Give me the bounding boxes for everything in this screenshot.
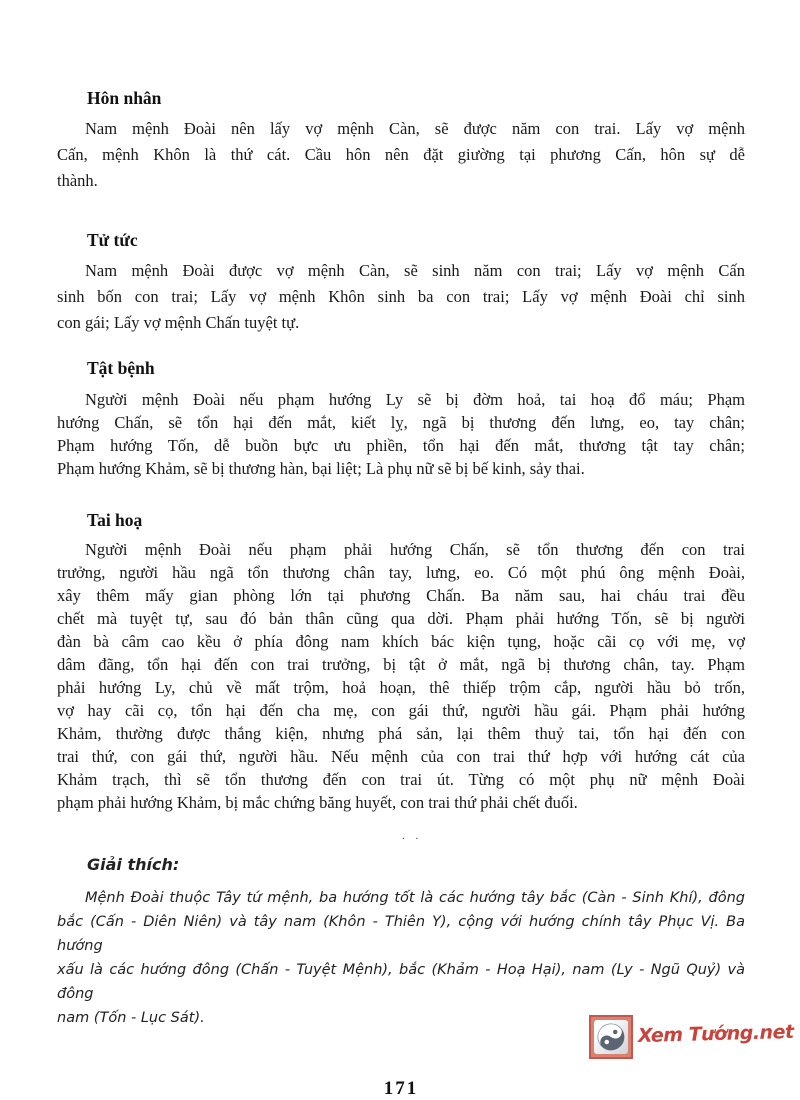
text-line: vợ hay cãi cọ, tổn hại đến cha mẹ, con gái thứ, người hầu gái. Phạm phải hướng <box>57 701 745 720</box>
text-line: đàn bà câm cao kều ở phía đông nam khích bác kiện tụng, hoặc cãi cọ với mẹ, vợ <box>57 632 745 651</box>
text-line: Người mệnh Đoài nếu phạm phải hướng Chấn, sẽ tổn thương đến con trai <box>85 540 745 559</box>
text-line: nam (Tốn - Lục Sát). <box>57 1010 205 1026</box>
text-line: Nam mệnh Đoài được vợ mệnh Càn, sẽ sinh năm con trai; Lấy vợ mệnh Cấn <box>85 261 745 280</box>
yin-yang-icon <box>594 1020 628 1054</box>
text-line: sinh bốn con trai; Lấy vợ mệnh Khôn sinh ba con trai; Lấy vợ mệnh Đoài chỉ sinh <box>57 287 745 306</box>
text-line: phải hướng Ly, chủ về mất trộm, hoả hoạn, thê thiếp trộm cắp, người hầu bỏ trốn, <box>57 678 745 697</box>
text-line: Người mệnh Đoài nếu phạm hướng Ly sẽ bị đờm hoả, tai hoạ đổ máu; Phạm <box>85 390 745 409</box>
paragraph-hon-nhan <box>57 116 745 194</box>
text-line: Nam mệnh Đoài nên lấy vợ mệnh Càn, sẽ được năm con trai. Lấy vợ mệnh <box>85 119 745 138</box>
text-line: Khảm, thường được thắng kiện, nhưng phá sản, lại thêm thuỷ tai, tổn hại đến con <box>57 724 745 743</box>
watermark-frame <box>589 1015 633 1059</box>
text-line: dâm đãng, tổn hại đến con trai trưởng, bị tật ở mắt, ngã bị thương chân, tay. Phạm <box>57 655 745 674</box>
text-line: Cấn, mệnh Khôn là thứ cát. Cầu hôn nên đặt giường tại phương Cấn, hôn sự dễ <box>57 145 745 164</box>
scan-artifact-dots: . . <box>402 830 423 842</box>
text-line: xấu là các hướng đông (Chấn - Tuyệt Mệnh), bắc (Khảm - Hoạ Hại), nam (Ly - Ngũ Quỷ) và đông <box>57 962 745 1002</box>
text-line: trai thứ, con gái thứ, người hầu. Nếu mệnh của con trai thứ hợp với hướng cát của <box>57 747 745 766</box>
paragraph-giai-thich <box>57 886 745 1030</box>
page-number: 171 <box>383 1078 419 1099</box>
text-line: chết mà tuyệt tự, sau đó bản thân cũng qua dời. Phạm phải hướng Tốn, sẽ bị người <box>57 609 745 628</box>
text-line: phạm phải hướng Khảm, bị mắc chứng băng huyết, con trai thứ phải chết đuối. <box>57 793 578 812</box>
text-line: Phạm hướng Khảm, sẽ bị thương hàn, bại liệt; Là phụ nữ sẽ bị bế kinh, sảy thai. <box>57 459 585 478</box>
section-heading-giai-thich: Giải thích: <box>87 855 180 874</box>
text-line: Mệnh Đoài thuộc Tây tứ mệnh, ba hướng tốt là các hướng tây bắc (Càn - Sinh Khí), đông <box>85 890 745 906</box>
text-line: Phạm hướng Tốn, dễ buồn bực ưu phiền, tổn hại đến mắt, thương tật tay chân; <box>57 436 745 455</box>
text-line: trưởng, người hầu ngã tổn thương chân tay, lưng, eo. Có một phú ông mệnh Đoài, <box>57 563 745 582</box>
paragraph-tu-tuc <box>57 258 745 336</box>
watermark-text: Xem Tướng.net <box>638 1020 795 1048</box>
text-line: xây thêm mấy gian phòng lớn tại phương Chấn. Ba năm sau, hai cháu trai đều <box>57 586 745 605</box>
paragraph-tai-hoa <box>57 538 745 814</box>
text-line: Khảm trạch, thì sẽ tổn thương đến con trai út. Từng có một phụ nữ mệnh Đoài <box>57 770 745 789</box>
watermark <box>589 1015 794 1059</box>
section-heading-tu-tuc: Tử tức <box>87 230 138 250</box>
text-line: con gái; Lấy vợ mệnh Chấn tuyệt tự. <box>57 313 300 332</box>
section-heading-tai-hoa: Tai hoạ <box>87 510 143 530</box>
section-heading-tat-benh: Tật bệnh <box>87 358 155 378</box>
text-line: hướng Chấn, sẽ tổn hại đến mắt, kiết lỵ, ngã bị thương đến lưng, eo, tay chân; <box>57 413 745 432</box>
text-line: thành. <box>57 171 98 190</box>
text-line: bắc (Cấn - Diên Niên) và tây nam (Khôn - Thiên Y), cộng với hướng chính tây Phục Vị. Ba hướng <box>57 914 745 954</box>
page-content <box>57 0 745 1100</box>
paragraph-tat-benh <box>57 388 745 480</box>
section-heading-hon-nhan: Hôn nhân <box>87 88 162 108</box>
